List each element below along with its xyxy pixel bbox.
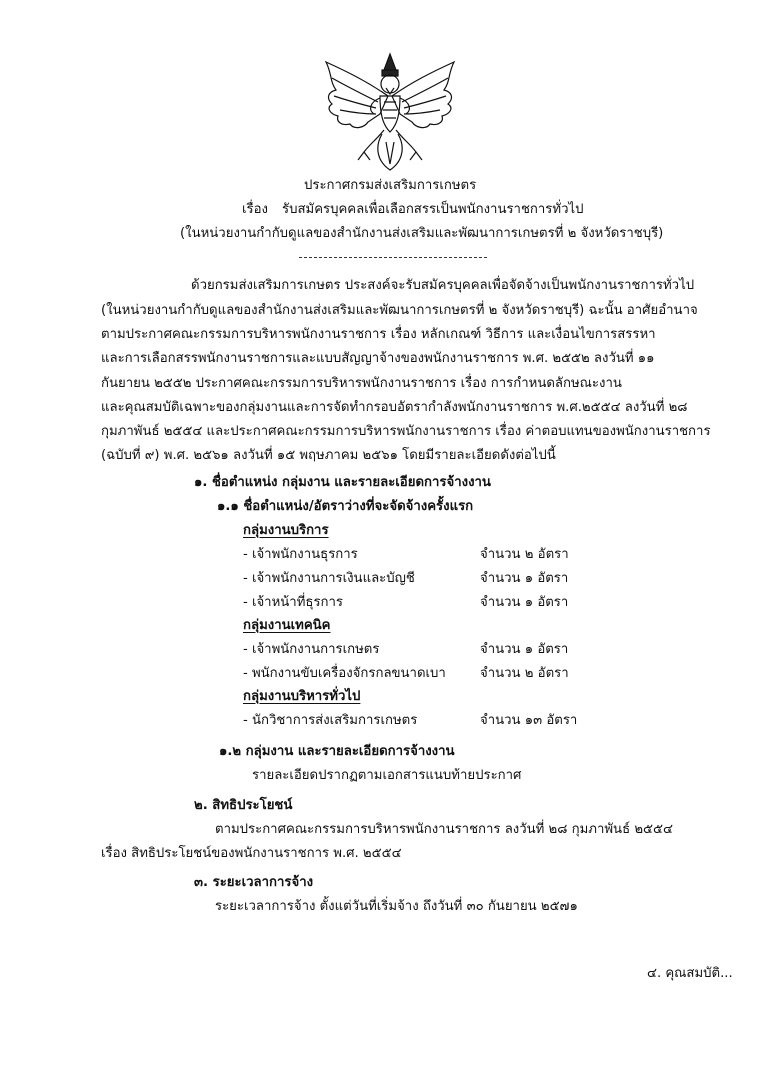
position-title: - พนักงานขับเครื่องจักรกลขนาดเบา bbox=[243, 666, 446, 681]
intro-line-3: ตามประกาศคณะกรรมการบริหารพนักงานราชการ เรื่อง หลักเกณฑ์ วิธีการ และเงื่อนไขการสรรหา bbox=[101, 327, 656, 342]
header-divider bbox=[299, 257, 487, 258]
section-1-2-heading: ๑.๒ กลุ่มงาน และรายละเอียดการจ้างงาน bbox=[219, 744, 455, 759]
position-title: - เจ้าหน้าที่ธุรการ bbox=[243, 595, 344, 610]
section-3-heading: ๓. ระยะเวลาการจ้าง bbox=[194, 875, 314, 890]
position-count: จำนวน ๒ อัตรา bbox=[480, 547, 569, 562]
section-1-1-heading: ๑.๑ ชื่อตำแหน่ง/อัตราว่างที่จะจัดจ้างครั้งแรก bbox=[217, 499, 474, 514]
group-heading: กลุ่มงานบริหารทั่วไป bbox=[243, 689, 361, 704]
position-count: จำนวน ๑ อัตรา bbox=[480, 595, 569, 610]
position-title: - เจ้าพนักงานธุรการ bbox=[243, 547, 358, 562]
position-count: จำนวน ๑๓ อัตรา bbox=[480, 713, 578, 728]
continuation-marker: ๔. คุณสมบัติ... bbox=[647, 966, 733, 981]
section-1-2-text: รายละเอียดปรากฏตามเอกสารแนบท้ายประกาศ bbox=[252, 768, 522, 783]
position-title: - เจ้าพนักงานการเงินและบัญชี bbox=[243, 571, 415, 586]
position-count: จำนวน ๒ อัตรา bbox=[480, 666, 569, 681]
section-2-line-1: ตามประกาศคณะกรรมการบริหารพนักงานราชการ ลงวันที่ ๒๘ กุมภาพันธ์ ๒๕๕๔ bbox=[215, 822, 673, 837]
position-title: - เจ้าพนักงานการเกษตร bbox=[243, 642, 380, 657]
intro-line-1: ด้วยกรมส่งเสริมการเกษตร ประสงค์จะรับสมัครบุคคลเพื่อจัดจ้างเป็นพนักงานราชการทั่วไป bbox=[191, 278, 695, 293]
intro-line-6: และคุณสมบัติเฉพาะของกลุ่มงานและการจัดทำกรอบอัตรากำลังพนักงานราชการ พ.ศ.๒๕๕๔ ลงวันที่ ๒๘ bbox=[101, 400, 688, 415]
intro-line-8: (ฉบับที่ ๙) พ.ศ. ๒๕๖๑ ลงวันที่ ๑๕ พฤษภาคม ๒๕๖๑ โดยมีรายละเอียดดังต่อไปนี้ bbox=[101, 448, 556, 463]
section-2-heading: ๒. สิทธิประโยชน์ bbox=[194, 798, 293, 813]
group-heading: กลุ่มงานบริการ bbox=[243, 523, 329, 538]
section-1-heading: ๑. ชื่อตำแหน่ง กลุ่มงาน และรายละเอียดการจ้างงาน bbox=[194, 475, 491, 490]
section-2-line-2: เรื่อง สิทธิประโยชน์ของพนักงานราชการ พ.ศ. ๒๕๕๔ bbox=[101, 846, 402, 861]
position-count: จำนวน ๑ อัตรา bbox=[480, 571, 569, 586]
position-title: - นักวิชาการส่งเสริมการเกษตร bbox=[243, 713, 418, 728]
intro-line-2: (ในหน่วยงานกำกับดูแลของสำนักงานส่งเสริมและพัฒนาการเกษตรที่ ๒ จังหวัดราชบุรี) ฉะนั้น อาศัยอำนาจ bbox=[101, 303, 698, 318]
position-count: จำนวน ๑ อัตรา bbox=[480, 642, 569, 657]
intro-line-4: และการเลือกสรรพนักงานราชการและแบบสัญญาจ้างของพนักงานราชการ พ.ศ. ๒๕๕๒ ลงวันที่ ๑๑ bbox=[101, 351, 655, 366]
group-heading: กลุ่มงานเทคนิค bbox=[243, 618, 331, 633]
subject-text: รับสมัครบุคคลเพื่อเลือกสรรเป็นพนักงานราชการทั่วไป bbox=[282, 202, 584, 217]
garuda-emblem bbox=[318, 52, 462, 172]
intro-line-7: กุมภาพันธ์ ๒๕๕๔ และประกาศคณะกรรมการบริหารพนักงานราชการ เรื่อง ค่าตอบแทนของพนักงานราชการ bbox=[101, 424, 711, 439]
intro-line-5: กันยายน ๒๕๕๒ ประกาศคณะกรรมการบริหารพนักงานราชการ เรื่อง การกำหนดลักษณะงาน bbox=[101, 376, 622, 391]
notice-title: ประกาศกรมส่งเสริมการเกษตร bbox=[304, 178, 477, 193]
subject-label: เรื่อง bbox=[242, 202, 268, 217]
unit-line: (ในหน่วยงานกำกับดูแลของสำนักงานส่งเสริมและพัฒนาการเกษตรที่ ๒ จังหวัดราชบุรี) bbox=[180, 226, 664, 241]
section-3-text: ระยะเวลาการจ้าง ตั้งแต่วันที่เริ่มจ้าง ถึงวันที่ ๓๐ กันยายน ๒๕๗๑ bbox=[215, 899, 578, 914]
